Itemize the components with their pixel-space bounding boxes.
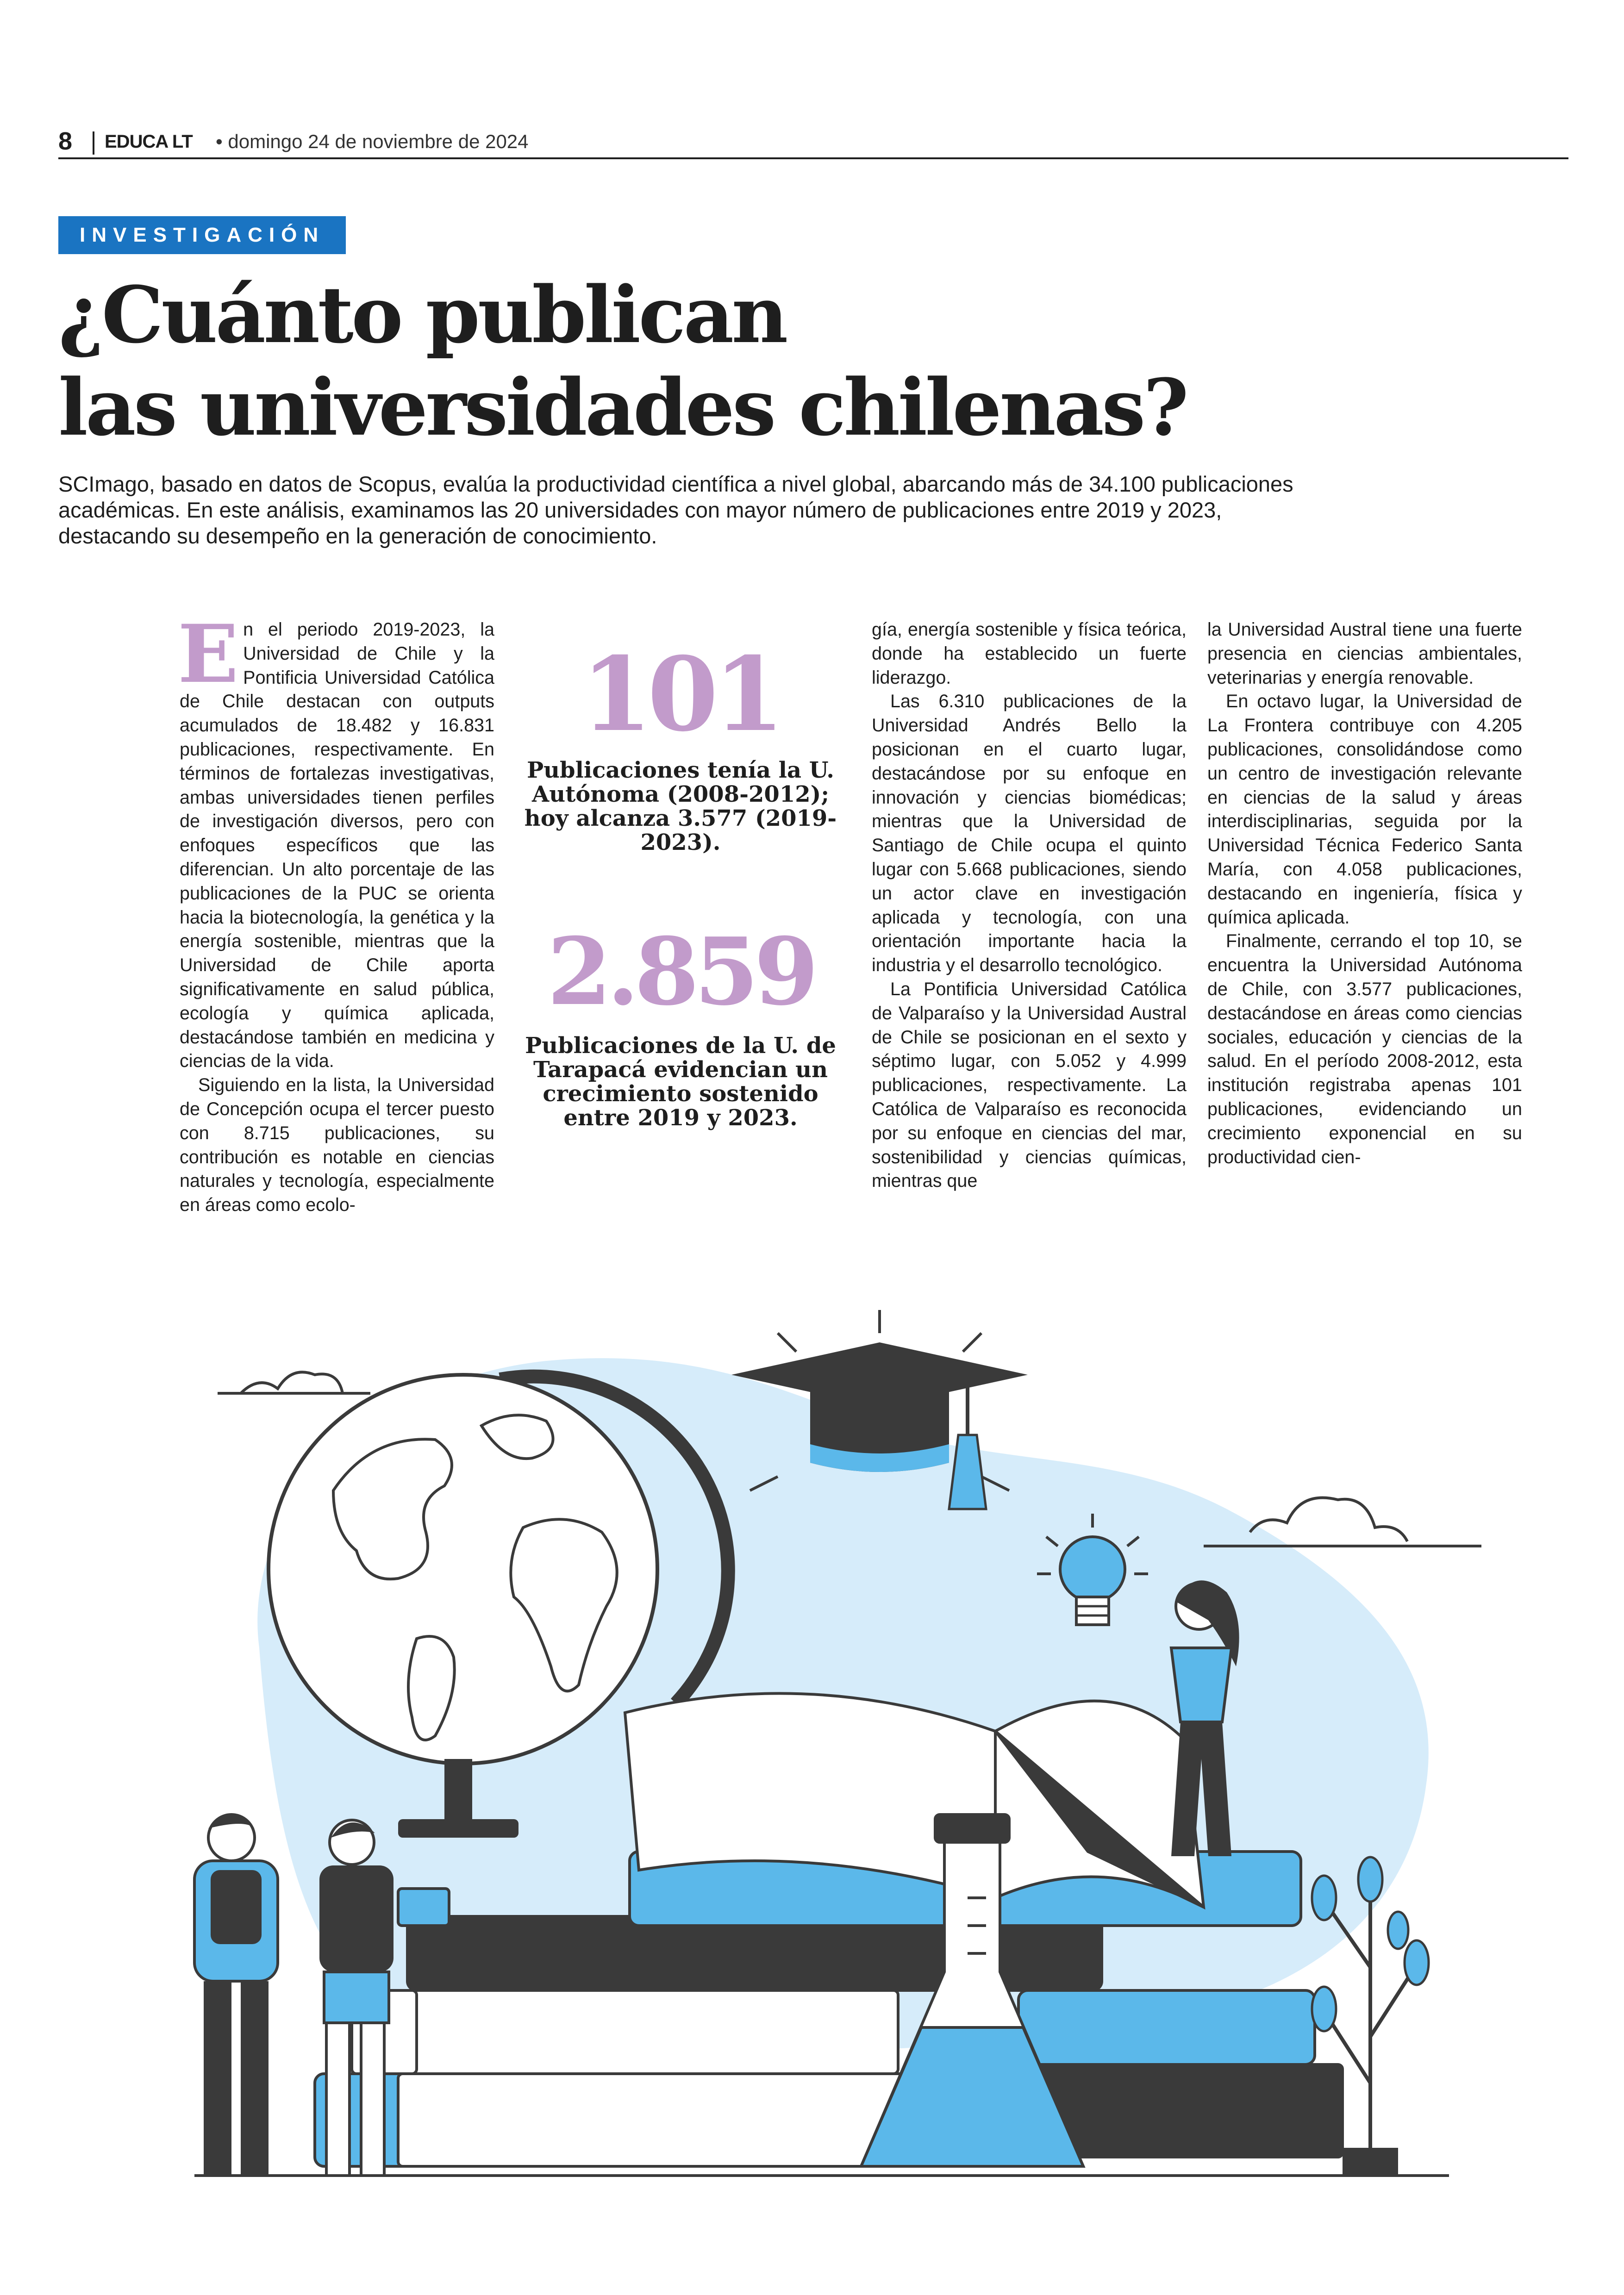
stat-caption: Publicaciones de la U. de Tarapacá evidencian un crecimiento sostenido entre 2019 y 2023.: [525, 1033, 836, 1131]
student-with-backpack: [194, 1815, 278, 2176]
page-folio: [58, 125, 1568, 159]
body-paragraph: En octavo lugar, la Universidad de La Frontera contribuye con 4.205 publicaciones, consolidándose como un centro de investigación relevante en ciencias de la salud y áreas interdisciplinarias, seguida por la Universidad Técnica Federico Santa María, con 4.058 publicaciones, destacando en ingeniería, física y química aplicada.: [1207, 691, 1522, 928]
body-paragraph: la Universidad Austral tiene una fuerte presencia en ciencias ambientales, veterinarias y energía renovable.: [1207, 619, 1522, 688]
headline: [58, 268, 1540, 454]
body-column-1: [178, 607, 494, 1217]
stat-highlight-1: [514, 634, 847, 855]
drop-cap: E: [178, 607, 239, 701]
folio-date: [216, 131, 529, 153]
education-illustration: [0, 1250, 1624, 2295]
cloud-icon: [218, 1372, 370, 1393]
folio-divider: [93, 131, 94, 155]
body-paragraph: gía, energía sostenible y física teórica, donde ha establecido un fuerte liderazgo.: [872, 619, 1187, 688]
section-label: INVESTIGACIÓN: [58, 216, 346, 254]
lead-paragraph: [58, 471, 1563, 549]
body-paragraph-text: n el periodo 2019-2023, la Universidad de Chile y la Pontificia Universidad Católica de Chile destacan con outputs acumulados de 18.482 y 16.831 publicaciones, respectivamente. En términos de fortalezas investigativas, ambas universidades tienen perfiles de investigación diversos, pero con enfoques específicos que las diferencian. Un alto porcentaje de las publicaciones de la PUC se orienta hacia la biotecnología, la genética y la energía sostenible, mientras que la Universidad de Chile aporta significativamente en salud pública, ecología y química aplicada, destacándose también en medicina y ciencias de la vida.: [180, 619, 494, 1072]
body-paragraph: Finalmente, cerrando el top 10, se encuentra la Universidad Autónoma de Chile, con 3.577 publicaciones, destacándose en áreas como ciencias sociales, educación y ciencias de la salud. En el período 2008-2012, esta institución registraba apenas 101 publicaciones, evidenciando un crecimiento exponencial en su productividad cien-: [1207, 931, 1522, 1167]
stat-caption: Publicaciones tenía la U. Autónoma (2008-2012); hoy alcanza 3.577 (2019-2023).: [524, 757, 837, 855]
body-column-3: [872, 618, 1187, 1193]
folio-separator: •: [216, 131, 223, 152]
stat-number: 2.859: [547, 917, 814, 1026]
folio-date-text: domingo 24 de noviembre de 2024: [228, 131, 529, 152]
lead-line-3: destacando su desempeño en la generación de conocimiento.: [58, 524, 657, 548]
body-paragraph: Siguiendo en la lista, la Universidad de Concepción ocupa el tercer puesto con 8.715 publicaciones, su contribución es notable en ciencias naturales y tecnología, especialmente en áreas como ecolo-: [180, 1075, 494, 1216]
page-number: 8: [58, 127, 73, 155]
stat-number: 101: [581, 634, 780, 754]
body-column-4: [1207, 618, 1522, 1169]
body-paragraph: Las 6.310 publicaciones de la Universidad Andrés Bello la posicionan en el cuarto lugar, destacándose por su enfoque en innovación y ciencias biomédicas; mientras que la Universidad de Santiago de Chile ocupa el quinto lugar con 5.668 publicaciones, siendo un actor clave en investigación aplicada y tecnología, con una orientación importante hacia la industria y el desarrollo tecnológico.: [872, 691, 1187, 976]
headline-line-2: las universidades chilenas?: [58, 362, 1187, 453]
lead-line-1: SCImago, basado en datos de Scopus, evalúa la productividad científica a nivel global, abarcando más de 34.100 publicaciones: [58, 472, 1293, 496]
headline-line-1: ¿Cuánto publican: [58, 269, 786, 361]
body-paragraph: La Pontificia Universidad Católica de Valparaíso y la Universidad Austral de Chile se posicionan en el sexto y séptimo lugar, con 5.052 y 4.999 publicaciones, respectivamente. La Católica de Valparaíso es reconocida por su enfoque en ciencias del mar, sostenibilidad y ciencias químicas, mientras que: [872, 979, 1187, 1191]
body-paragraph: [178, 607, 494, 1073]
stat-highlight-2: [514, 919, 847, 1130]
folio-brand: EDUCA LT: [105, 131, 193, 152]
lead-line-2: académicas. En este análisis, examinamos las 20 universidades con mayor número de publicaciones entre 2019 y 2023,: [58, 498, 1222, 522]
